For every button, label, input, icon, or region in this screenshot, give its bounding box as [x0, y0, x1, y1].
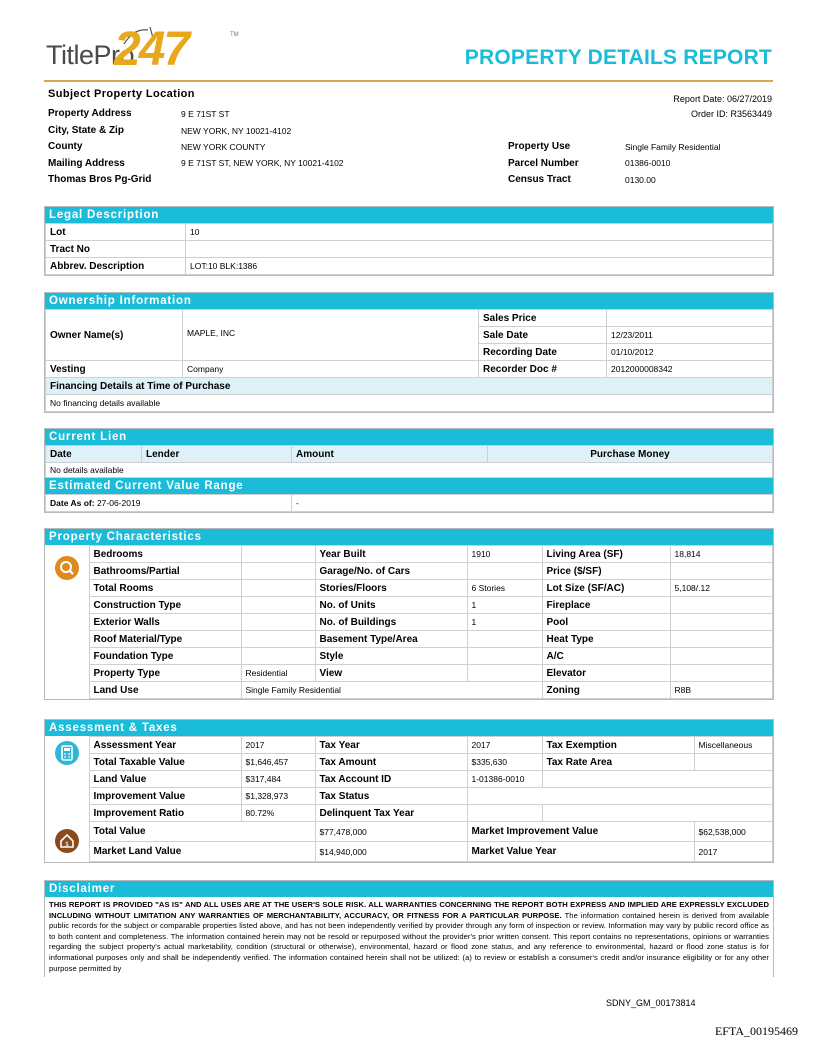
table-row — [46, 241, 773, 258]
char-value — [241, 614, 315, 631]
assess-value: 1-01386-0010 — [467, 771, 542, 788]
table-row — [45, 737, 773, 754]
subject-label: City, State & Zip — [48, 125, 124, 136]
subject-label: Property Address — [48, 108, 132, 119]
lien-col-amount: Amount — [292, 446, 488, 463]
assess-label: Total Taxable Value — [89, 754, 241, 771]
subject-label: Property Use — [508, 141, 571, 152]
assessment-icon-cell — [45, 737, 89, 822]
land-use-label: Land Use — [89, 682, 241, 699]
market-icon-cell — [45, 822, 89, 862]
char-value: 1 — [467, 614, 542, 631]
market-label: Total Value — [89, 822, 315, 842]
assess-label: Tax Status — [315, 788, 467, 805]
order-id: Order ID: R3563449 — [690, 109, 772, 119]
legal-label: Tract No — [46, 241, 186, 258]
char-value — [241, 563, 315, 580]
char-label: Style — [315, 648, 467, 665]
char-value: Residential — [241, 665, 315, 682]
subject-value: NEW YORK COUNTY — [181, 142, 266, 152]
subject-row — [48, 158, 125, 173]
financing-value: No financing details available — [46, 395, 773, 412]
table-row — [45, 631, 773, 648]
value-range-heading: Estimated Current Value Range — [45, 478, 773, 494]
table-row — [45, 546, 773, 563]
titlepro-logo — [46, 22, 246, 78]
current-lien-table — [45, 445, 773, 478]
subject-value: 01386-0010 — [625, 158, 671, 168]
subject-label: Thomas Bros Pg-Grid — [48, 174, 152, 185]
market-value: $14,940,000 — [315, 842, 467, 862]
char-value — [467, 563, 542, 580]
table-row — [45, 682, 773, 699]
recorder-doc-value: 2012000008342 — [607, 361, 773, 378]
financing-label: Financing Details at Time of Purchase — [46, 378, 773, 395]
assess-label: Tax Exemption — [542, 737, 694, 754]
char-label: Bathrooms/Partial — [89, 563, 241, 580]
table-row — [45, 597, 773, 614]
value-range-value: - — [292, 495, 773, 512]
assessment-table — [45, 736, 773, 862]
report-date: Report Date: 06/27/2019 — [673, 94, 772, 104]
assess-label: Improvement Ratio — [89, 805, 241, 822]
table-row — [46, 310, 773, 327]
char-label: Fireplace — [542, 597, 670, 614]
assess-label: Improvement Value — [89, 788, 241, 805]
table-row — [45, 563, 773, 580]
logo-tm: TM — [230, 32, 239, 38]
char-label: Year Built — [315, 546, 467, 563]
table-row — [46, 446, 773, 463]
market-label: Market Value Year — [467, 842, 694, 862]
zoning-value: R8B — [670, 682, 773, 699]
char-label: A/C — [542, 648, 670, 665]
subject-row — [48, 125, 124, 140]
table-row — [45, 580, 773, 597]
char-label: Heat Type — [542, 631, 670, 648]
char-value — [241, 580, 315, 597]
char-value — [670, 597, 773, 614]
assess-value — [467, 805, 542, 822]
char-label: Stories/Floors — [315, 580, 467, 597]
subject-value: 9 E 71ST ST, NEW YORK, NY 10021-4102 — [181, 158, 344, 168]
char-label: Basement Type/Area — [315, 631, 467, 648]
property-characteristics-section — [44, 528, 774, 700]
lien-col-purchase-money: Purchase Money — [488, 446, 773, 463]
assess-value: 80.72% — [241, 805, 315, 822]
assess-empty — [542, 771, 773, 788]
assess-label: Delinquent Tax Year — [315, 805, 467, 822]
legal-label: Abbrev. Description — [46, 258, 186, 275]
assess-label: Tax Year — [315, 737, 467, 754]
char-label: Living Area (SF) — [542, 546, 670, 563]
subject-row — [48, 141, 82, 156]
char-label: Price ($/SF) — [542, 563, 670, 580]
assess-label: Tax Account ID — [315, 771, 467, 788]
char-value: 1910 — [467, 546, 542, 563]
char-value — [670, 614, 773, 631]
table-row — [45, 788, 773, 805]
char-value — [670, 648, 773, 665]
table-row — [45, 805, 773, 822]
sales-price-value — [607, 310, 773, 327]
property-characteristics-table — [45, 545, 773, 699]
subject-row — [48, 174, 151, 189]
ownership-table — [45, 309, 773, 412]
lien-col-date: Date — [46, 446, 142, 463]
subject-section-title: Subject Property Location — [48, 88, 195, 100]
legal-value — [186, 241, 773, 258]
char-label: Roof Material/Type — [89, 631, 241, 648]
assess-empty — [542, 805, 773, 822]
subject-label: Parcel Number — [508, 158, 579, 169]
market-value: 2017 — [694, 842, 773, 862]
table-row — [45, 665, 773, 682]
bates-number: SDNY_GM_00173814 — [606, 998, 696, 1008]
table-row — [45, 754, 773, 771]
table-row — [45, 822, 773, 842]
value-range-date-label: Date As of: — [50, 498, 95, 508]
logo-text: TitlePro — [46, 40, 135, 70]
sale-date-value: 12/23/2011 — [607, 327, 773, 344]
value-range-table — [45, 494, 773, 512]
legal-description-heading: Legal Description — [45, 207, 773, 223]
assess-value: 2017 — [241, 737, 315, 754]
zoning-label: Zoning — [542, 682, 670, 699]
subject-label: Census Tract — [508, 174, 571, 185]
owner-value: MAPLE, INC — [183, 310, 479, 361]
report-title: PROPERTY DETAILS REPORT — [464, 46, 772, 69]
vesting-value: Company — [183, 361, 479, 378]
market-value: $77,478,000 — [315, 822, 467, 842]
land-use-value: Single Family Residential — [241, 682, 542, 699]
recording-date-label: Recording Date — [479, 344, 607, 361]
table-row — [46, 378, 773, 395]
subject-row — [48, 108, 132, 123]
char-label: Bedrooms — [89, 546, 241, 563]
assess-value: $335,630 — [467, 754, 542, 771]
char-value — [241, 597, 315, 614]
char-label: Garage/No. of Cars — [315, 563, 467, 580]
subject-value: Single Family Residential — [625, 142, 721, 152]
table-row — [46, 258, 773, 275]
assess-value: $317,484 — [241, 771, 315, 788]
assess-value: $1,328,973 — [241, 788, 315, 805]
efta-number: EFTA_00195469 — [714, 1024, 798, 1038]
char-label: No. of Units — [315, 597, 467, 614]
subject-row — [508, 174, 571, 189]
table-row — [46, 495, 773, 512]
lien-empty-text: No details available — [46, 463, 773, 478]
char-value — [670, 563, 773, 580]
assessment-taxes-heading: Assessment & Taxes — [45, 720, 773, 736]
assess-value: Miscellaneous — [694, 737, 773, 754]
subject-value: 0130.00 — [625, 175, 656, 185]
table-row — [45, 614, 773, 631]
char-value — [467, 631, 542, 648]
assess-label: Land Value — [89, 771, 241, 788]
char-label: Pool — [542, 614, 670, 631]
ownership-heading: Ownership Information — [45, 293, 773, 309]
table-row — [45, 842, 773, 862]
char-label: Construction Type — [89, 597, 241, 614]
char-value — [241, 546, 315, 563]
owner-label: Owner Name(s) — [46, 310, 183, 361]
char-value — [241, 631, 315, 648]
assess-label: Tax Amount — [315, 754, 467, 771]
subject-value: NEW YORK, NY 10021-4102 — [181, 126, 292, 136]
char-label: View — [315, 665, 467, 682]
legal-label: Lot — [46, 224, 186, 241]
table-row — [46, 463, 773, 478]
table-row — [46, 361, 773, 378]
legal-value: LOT:10 BLK:1386 — [186, 258, 773, 275]
lien-col-lender: Lender — [142, 446, 292, 463]
assess-label: Tax Rate Area — [542, 754, 694, 771]
vesting-label: Vesting — [46, 361, 183, 378]
house-value-icon — [55, 829, 79, 853]
char-value — [467, 665, 542, 682]
char-value: 5,108/.12 — [670, 580, 773, 597]
assess-label: Assessment Year — [89, 737, 241, 754]
sales-price-label: Sales Price — [479, 310, 607, 327]
table-row — [46, 224, 773, 241]
assess-value — [467, 788, 773, 805]
logo-number: 247 — [114, 23, 189, 76]
char-label: Exterior Walls — [89, 614, 241, 631]
property-characteristics-heading: Property Characteristics — [45, 529, 773, 545]
char-label: Total Rooms — [89, 580, 241, 597]
disclaimer-heading: Disclaimer — [45, 881, 773, 897]
current-lien-section — [44, 428, 774, 513]
legal-description-table — [45, 223, 773, 275]
assess-value — [694, 754, 773, 771]
value-range-date — [46, 495, 292, 512]
market-label: Market Land Value — [89, 842, 315, 862]
assessment-taxes-section — [44, 719, 774, 863]
house-search-icon — [55, 556, 79, 580]
calculator-icon — [55, 741, 79, 765]
header-divider — [44, 80, 773, 82]
market-value: $62,538,000 — [694, 822, 773, 842]
value-range-date-value: 27-06-2019 — [96, 498, 141, 508]
char-value — [241, 648, 315, 665]
subject-label: Mailing Address — [48, 158, 125, 169]
char-value: 18,814 — [670, 546, 773, 563]
assess-value: $1,646,457 — [241, 754, 315, 771]
legal-description-section — [44, 206, 774, 276]
char-value — [670, 631, 773, 648]
subject-row — [508, 158, 579, 173]
disclaimer-bold-text: THIS REPORT IS PROVIDED "AS IS" AND ALL USES ARE AT THE USER'S SOLE RISK. ALL WARRANTIES CONCERNING THE REPORT BOTH EXPRESS AND IMPLIED ARE EXPRESSLY EXCLUDED INCLUDING WITHOUT LIMITATION ANY WARRANTIES OF MERCHANTABILITY, ACCURACY, OR FITNESS FOR A PARTICULAR PURPOSE. — [49, 900, 769, 920]
table-row — [45, 648, 773, 665]
svg-text:$: $ — [64, 840, 69, 848]
ownership-section — [44, 292, 774, 413]
table-row — [45, 771, 773, 788]
char-label: Foundation Type — [89, 648, 241, 665]
current-lien-heading: Current Lien — [45, 429, 773, 445]
char-label: No. of Buildings — [315, 614, 467, 631]
char-label: Property Type — [89, 665, 241, 682]
sale-date-label: Sale Date — [479, 327, 607, 344]
disclaimer-text — [45, 897, 773, 977]
assess-value: 2017 — [467, 737, 542, 754]
market-label: Market Improvement Value — [467, 822, 694, 842]
char-value: 1 — [467, 597, 542, 614]
char-label: Lot Size (SF/AC) — [542, 580, 670, 597]
disclaimer-body-text: The information contained herein is derived from available public records for the subject or comparable properties listed above, and has not been independently verified by provider through any form of inspection or review. Information may vary by public record office as to both content and completeness. The information contained herein may not be resold or repurposed without the provider's prior written consent. This report contains no representations, opinions or warranties regarding the subject property's actual marketability, condition (structural or otherwise), environmental, hazard or flood zone status, and any reference to environmental, hazard or flood zone status is for informational purposes only and shall be independently verified. The information contained herein shall not be utilized: (a) to review or establish a consumer's credit and/or insurance eligibility or for any other purpose permitted by — [49, 910, 769, 973]
subject-value: 9 E 71ST ST — [181, 109, 230, 119]
char-label: Elevator — [542, 665, 670, 682]
subject-row — [508, 141, 570, 156]
char-value — [670, 665, 773, 682]
disclaimer-section — [44, 880, 774, 977]
table-row — [46, 395, 773, 412]
recorder-doc-label: Recorder Doc # — [479, 361, 607, 378]
char-value: 6 Stories — [467, 580, 542, 597]
legal-value: 10 — [186, 224, 773, 241]
recording-date-value: 01/10/2012 — [607, 344, 773, 361]
char-value — [467, 648, 542, 665]
characteristics-icon-cell — [45, 546, 89, 699]
subject-label: County — [48, 141, 83, 152]
